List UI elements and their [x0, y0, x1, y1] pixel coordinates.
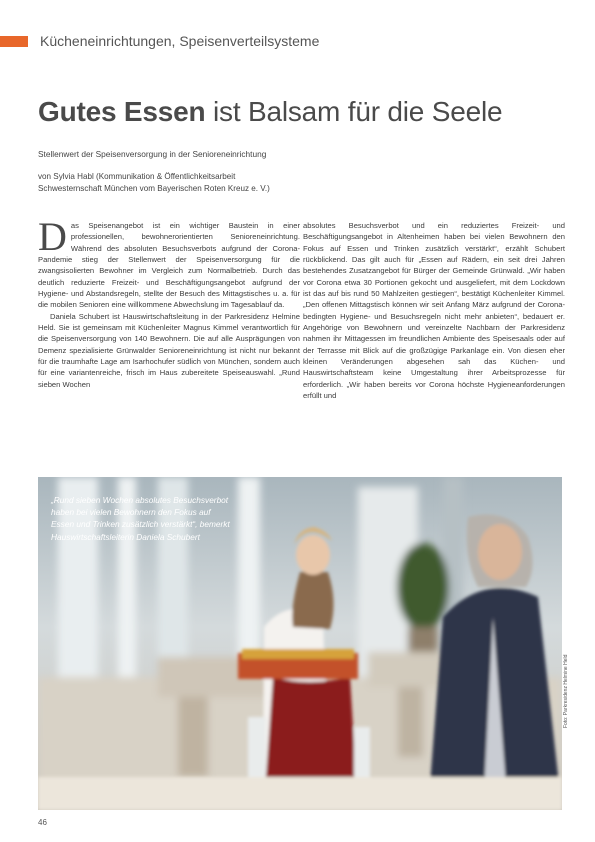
byline-line-2: Schwesternschaft München vom Bayerischen Roten Kreuz e. V.)	[38, 183, 270, 193]
page-number: 46	[38, 818, 47, 827]
headline-light: ist Balsam für die Seele	[205, 96, 503, 127]
article-column-1	[38, 214, 300, 390]
paragraph-3: absolutes Besuchsverbot und ein reduziertes Freizeit- und Beschäftigungsangebot in Altenheimen haben bei vielen Bewohnern den Fokus auf Essen und Trinken zusätzlich verstärkt“, erzählt Schubert rückblickend. Das gilt auch für „Essen auf Rädern, ein seit drei Jahren bestehendes Zusatzangebot für Bürger der Gemeinde Grünwald. „Wir haben vor Corona etwa 30 Portionen gekocht und ausgeliefert, mit dem Lockdown ist das auf bis rund 50 Mahlzeiten gestiegen“, bestätigt Küchenleiter Kimmel. „Den offenen Mittagstisch können wir seit Anfang März aufgrund der Corona-bedingten Hygiene- und Besuchsregeln nicht mehr anbieten“, bedauert er. Angehörige von Bewohnern und vereinzelte Nachbarn der Parkresidenz nahmen ihr Mittagessen im freundlichen Ambiente des Speisesaals oder auf der Terrasse mit Blick auf die großzügige Parkanlage ein. Von diesen eher kleinen Veränderungen abgesehen sah das Küchen- und Hauswirtschaftsteam keine Umgestaltung ihrer Arbeitsprozesse für erforderlich. „Wir haben bereits vor Corona höchste Hygieneanforderungen erfüllt und	[303, 221, 565, 401]
article-byline	[38, 171, 270, 194]
photo-credit: Foto: Parkresidenz Helmine Held	[563, 654, 569, 728]
article-headline	[38, 96, 502, 128]
paragraph-2: Daniela Schubert ist Hauswirtschaftsleitung in der Parkresidenz Helmine Held. Sie ist gemeinsam mit Küchenleiter Magnus Kimmel verantwortlich für die Speisenversorgung von 140 Bewohnern. Die auf alle Ausprägungen von Demenz spezialisierte Grünwalder Senioreneinrichtung ist nicht nur bekannt für die traumhafte Lage am Isarhochufer südlich von München, sondern auch für eine variantenreiche, frisch im Haus zubereitete Speiseauswahl. „Rund sieben Wochen	[38, 311, 300, 389]
section-label: Kücheneinrichtungen, Speisenverteilsysteme	[40, 33, 320, 49]
article-subtitle: Stellenwert der Speisenversorgung in der Senioreneinrichtung	[38, 149, 267, 159]
drop-cap: D	[38, 214, 67, 259]
paragraph-1	[38, 214, 300, 311]
photo-quote: „Rund sieben Wochen absolutes Besuchsverbot haben bei vielen Bewohnern den Fokus auf Essen und Trinken zusätzlich verstärkt“, bemerkt Hauswirtschaftsleiterin Daniela Schubert	[51, 495, 230, 542]
byline-line-1: von Sylvia Habl (Kommunikation & Öffentlichkeitsarbeit	[38, 172, 236, 181]
article-column-2	[303, 220, 565, 402]
section-accent-bar	[0, 36, 28, 47]
paragraph-1-text: as Speisenangebot ist ein wichtiger Baustein in einer professionellen, bewohnerorientierten Senioreneinrichtung. Während des absoluten Besuchsverbots aufgrund der Corona-Pandemie stieg der Stellenwert der Speisenversorgung für die zwangsisolierten Bewohner im Vergleich zum Normalbetrieb. Durch das deutlich reduzierte Freizeit- und Beschäftigungsangebot aufgrund der Hygiene- und Abstandsregeln, stellte der Besuch des Mittagstisches u. a. für die mobilen Senioren eine willkommene Abwechslung im Tagesablauf da.	[38, 221, 300, 310]
article-photo	[38, 477, 562, 810]
headline-bold: Gutes Essen	[38, 96, 206, 127]
